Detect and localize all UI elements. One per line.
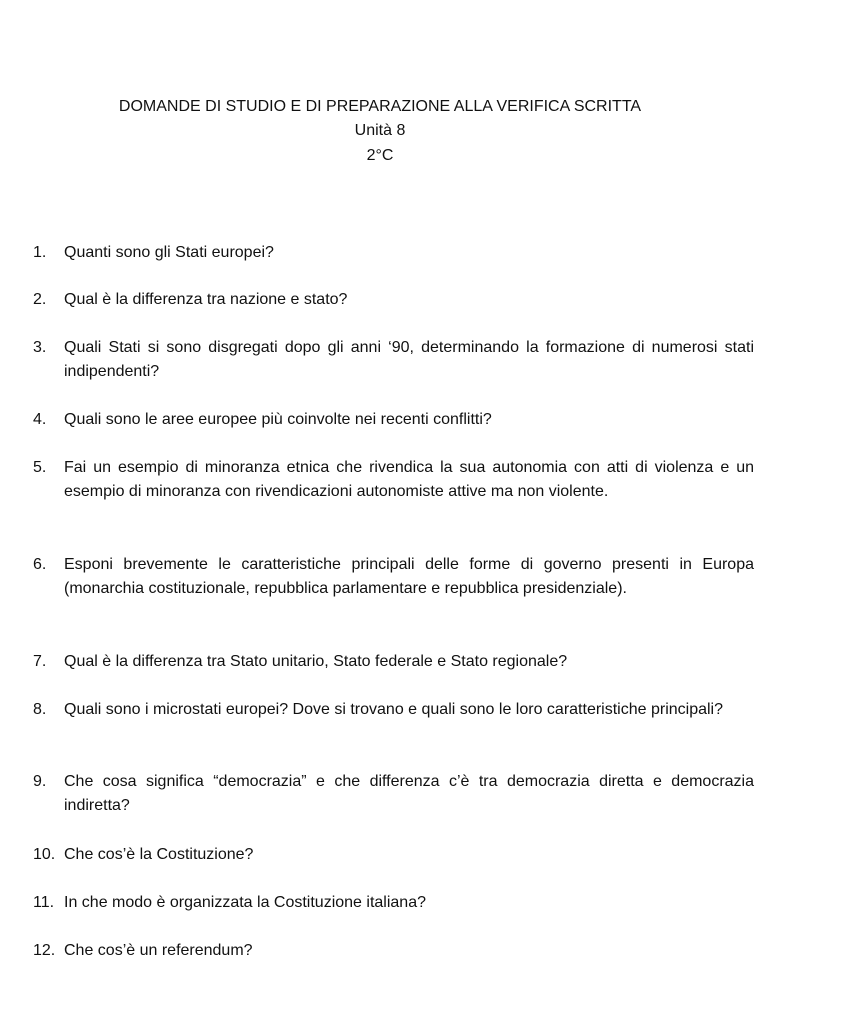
question-text: Quali Stati si sono disgregati dopo gli anni ‘90, determinando la formazione di numerosi stati indipendenti? bbox=[64, 339, 754, 381]
question-item bbox=[33, 770, 754, 819]
question-text: In che modo è organizzata la Costituzione italiana? bbox=[64, 894, 426, 911]
question-number: 3. bbox=[33, 339, 47, 356]
question-number: 2. bbox=[33, 291, 47, 308]
question-number: 7. bbox=[33, 653, 47, 670]
question-item bbox=[33, 939, 754, 963]
question-item bbox=[33, 891, 754, 915]
question-item bbox=[33, 456, 754, 505]
question-text: Che cosa significa “democrazia” e che differenza c’è tra democrazia diretta e democrazia indiretta? bbox=[64, 773, 754, 815]
question-item bbox=[33, 698, 754, 722]
question-item bbox=[33, 336, 754, 385]
question-text: Esponi brevemente le caratteristiche principali delle forme di governo presenti in Europa (monarchia costituzionale, repubblica parlamentare e repubblica presidenziale). bbox=[64, 556, 754, 598]
question-text: Qual è la differenza tra nazione e stato? bbox=[64, 291, 348, 308]
question-item bbox=[33, 408, 754, 432]
question-number: 4. bbox=[33, 411, 47, 428]
class-label: 2°C bbox=[366, 147, 394, 164]
question-text: Quali sono i microstati europei? Dove si trovano e quali sono le loro caratteristiche principali? bbox=[64, 701, 723, 718]
question-number: 6. bbox=[33, 556, 47, 573]
question-item bbox=[33, 241, 754, 265]
question-item bbox=[33, 288, 754, 312]
question-text: Quanti sono gli Stati europei? bbox=[64, 244, 274, 261]
question-item bbox=[33, 553, 754, 602]
question-text: Fai un esempio di minoranza etnica che rivendica la sua autonomia con atti di violenza e un esempio di minoranza con rivendicazioni autonomiste attive ma non violente. bbox=[64, 459, 754, 501]
question-number: 5. bbox=[33, 459, 47, 476]
question-number: 9. bbox=[33, 773, 47, 790]
question-text: Qual è la differenza tra Stato unitario, Stato federale e Stato regionale? bbox=[64, 653, 568, 670]
question-item bbox=[33, 843, 754, 867]
question-text: Quali sono le aree europee più coinvolte nei recenti conflitti? bbox=[64, 411, 492, 428]
document-title: DOMANDE DI STUDIO E DI PREPARAZIONE ALLA VERIFICA SCRITTA bbox=[118, 98, 642, 115]
question-text: Che cos’è la Costituzione? bbox=[64, 846, 254, 863]
question-number: 10. bbox=[33, 846, 56, 863]
question-text: Che cos’è un referendum? bbox=[64, 942, 253, 959]
question-number: 12. bbox=[33, 942, 56, 959]
question-number: 11. bbox=[33, 894, 55, 911]
question-number: 1. bbox=[33, 244, 47, 261]
question-item bbox=[33, 650, 754, 674]
unit-label: Unità 8 bbox=[354, 122, 406, 139]
question-number: 8. bbox=[33, 701, 47, 718]
